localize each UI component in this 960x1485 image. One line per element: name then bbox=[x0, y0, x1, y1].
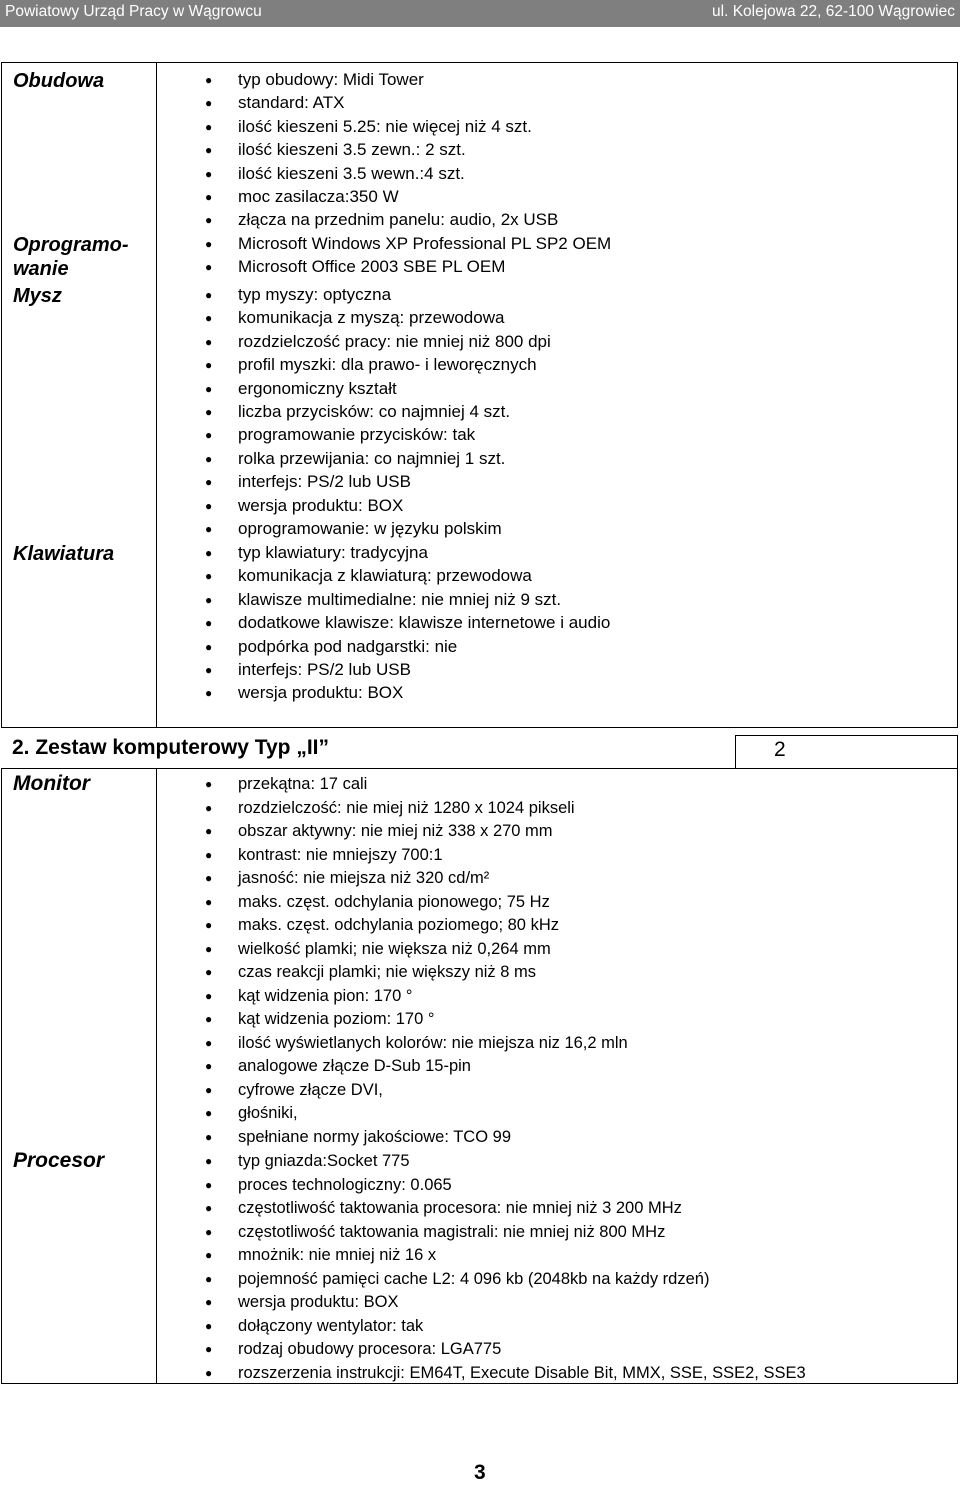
item-text: kąt widzenia pion: 170 ° bbox=[238, 986, 413, 1005]
page-header bbox=[0, 0, 960, 27]
category-klawiatura: Klawiatura bbox=[13, 543, 115, 565]
category-oprogramowanie-line1: Oprogramo- bbox=[13, 234, 129, 256]
item-text: maks. częst. odchylania poziomego; 80 kHz bbox=[238, 916, 559, 934]
bullet-icon: ● bbox=[205, 96, 213, 111]
bullet-icon: ● bbox=[205, 777, 213, 791]
bullet-icon: ● bbox=[205, 498, 213, 513]
bullet-icon: ● bbox=[205, 1082, 213, 1097]
bullet-icon: ● bbox=[205, 1012, 213, 1026]
item-text: spełniane normy jakościowe: TCO 99 bbox=[238, 1127, 511, 1146]
item-text: interfejs: PS/2 lub USB bbox=[238, 659, 411, 679]
category-procesor: Procesor bbox=[13, 1149, 105, 1172]
bullet-icon: ● bbox=[205, 1154, 213, 1168]
bullet-icon: ● bbox=[205, 686, 213, 701]
item-text: głośniki, bbox=[238, 1104, 298, 1122]
bullet-icon: ● bbox=[205, 1106, 213, 1120]
bullet-icon: ● bbox=[205, 1059, 213, 1073]
item-text: wersja produktu: BOX bbox=[238, 495, 404, 515]
bullet-icon: ● bbox=[205, 1342, 213, 1356]
bullet-icon: ● bbox=[205, 546, 213, 560]
bullet-icon: ● bbox=[205, 1271, 213, 1286]
item-text: rodzaj obudowy procesora: LGA775 bbox=[238, 1340, 502, 1358]
header-address: ul. Kolejowa 22, 62-100 Wągrowiec bbox=[712, 3, 955, 20]
item-text: jasność: nie miejsza niż 320 cd/m² bbox=[238, 869, 490, 887]
item-text: rozszerzenia instrukcji: EM64T, Execute Disable Bit, MMX, SSE, SSE2, SSE3 bbox=[238, 1363, 806, 1382]
item-text: rolka przewijania: co najmniej 1 szt. bbox=[238, 448, 506, 468]
bullet-icon: ● bbox=[205, 1318, 213, 1333]
bullet-icon: ● bbox=[205, 1177, 213, 1192]
item-text: komunikacja z myszą: przewodowa bbox=[238, 308, 505, 328]
page-number: 3 bbox=[474, 1461, 486, 1484]
item-text: dodatkowe klawisze: klawisze internetowe i audio bbox=[238, 613, 611, 633]
bullet-icon: ● bbox=[205, 965, 213, 979]
item-text: ilość wyświetlanych kolorów: nie miejsza niz 16,2 mln bbox=[238, 1033, 628, 1052]
category-oprogramowanie-line2: wanie bbox=[13, 258, 69, 280]
bullet-icon: ● bbox=[205, 1224, 213, 1239]
bullet-icon: ● bbox=[205, 1365, 213, 1380]
bullet-icon: ● bbox=[205, 73, 213, 87]
bullet-icon: ● bbox=[205, 569, 213, 584]
item-text: rozdzielczość: nie miej niż 1280 x 1024 pikseli bbox=[238, 798, 575, 817]
item-text: proces technologiczny: 0.065 bbox=[238, 1175, 452, 1194]
spec-table-2 bbox=[1, 768, 958, 1384]
column-divider bbox=[156, 769, 157, 1383]
item-text: interfejs: PS/2 lub USB bbox=[238, 472, 411, 492]
spec-table-1 bbox=[1, 62, 958, 728]
item-text: dołączony wentylator: tak bbox=[238, 1316, 424, 1335]
item-text: typ obudowy: Midi Tower bbox=[238, 70, 424, 89]
bullet-icon: ● bbox=[205, 662, 213, 677]
bullet-icon: ● bbox=[205, 119, 213, 134]
column-divider bbox=[156, 63, 157, 727]
bullet-icon: ● bbox=[205, 988, 213, 1003]
item-text: komunikacja z klawiaturą: przewodowa bbox=[238, 566, 532, 586]
header-office-name: Powiatowy Urząd Pracy w Wągrowcu bbox=[5, 3, 262, 20]
bullet-icon: ● bbox=[205, 1248, 213, 1262]
item-text: podpórka pod nadgarstki: nie bbox=[238, 636, 458, 656]
bullet-icon: ● bbox=[205, 1129, 213, 1144]
item-text: złącza na przednim panelu: audio, 2x USB bbox=[238, 210, 559, 230]
item-text: profil myszki: dla prawo- i leworęcznych bbox=[238, 355, 537, 375]
bullet-icon: ● bbox=[205, 871, 213, 885]
item-text: częstotliwość taktowania procesora: nie mniej niż 3 200 MHz bbox=[238, 1199, 682, 1217]
item-text: ilość kieszeni 5.25: nie więcej niż 4 szt. bbox=[238, 116, 532, 136]
item-text: wersja produktu: BOX bbox=[238, 683, 404, 703]
item-text: programowanie przycisków: tak bbox=[238, 425, 476, 445]
item-text: Microsoft Office 2003 SBE PL OEM bbox=[238, 257, 506, 277]
bullet-icon: ● bbox=[205, 1295, 213, 1309]
bullet-icon: ● bbox=[205, 451, 213, 466]
bullet-icon: ● bbox=[205, 592, 213, 607]
item-text: kąt widzenia poziom: 170 ° bbox=[238, 1010, 435, 1028]
bullet-icon: ● bbox=[205, 1201, 213, 1215]
item-text: wersja produktu: BOX bbox=[238, 1293, 399, 1311]
bullet-icon: ● bbox=[205, 894, 213, 909]
bullet-icon: ● bbox=[205, 166, 213, 181]
bullet-icon: ● bbox=[205, 428, 213, 443]
bullet-icon: ● bbox=[205, 404, 213, 419]
bullet-icon: ● bbox=[205, 616, 213, 631]
item-text: przekątna: 17 cali bbox=[238, 775, 368, 793]
bullet-icon: ● bbox=[205, 475, 213, 490]
item-text: Microsoft Windows XP Professional PL SP2 OEM bbox=[238, 234, 612, 253]
item-text: oprogramowanie: w języku polskim bbox=[238, 518, 502, 538]
item-text: ilość kieszeni 3.5 wewn.:4 szt. bbox=[238, 163, 465, 183]
bullet-icon: ● bbox=[205, 189, 213, 204]
bullet-icon: ● bbox=[205, 334, 213, 349]
bullet-icon: ● bbox=[205, 1035, 213, 1050]
item-text: ergonomiczny kształt bbox=[238, 378, 397, 398]
quantity-value: 2 bbox=[774, 738, 786, 761]
item-text: czas reakcji plamki; nie większy niż 8 ms bbox=[238, 963, 536, 981]
bullet-icon: ● bbox=[205, 311, 213, 326]
bullet-icon: ● bbox=[205, 381, 213, 396]
bullet-icon: ● bbox=[205, 260, 213, 275]
item-text: typ klawiatury: tradycyjna bbox=[238, 543, 428, 562]
item-text: standard: ATX bbox=[238, 93, 345, 113]
category-obudowa: Obudowa bbox=[13, 70, 105, 92]
item-text: cyfrowe złącze DVI, bbox=[238, 1080, 383, 1099]
item-text: analogowe złącze D-Sub 15-pin bbox=[238, 1057, 471, 1075]
bullet-icon: ● bbox=[205, 288, 213, 302]
item-text: maks. częst. odchylania pionowego; 75 Hz bbox=[238, 892, 550, 911]
item-text: obszar aktywny: nie miej niż 338 x 270 mm bbox=[238, 822, 553, 840]
item-text: liczba przycisków: co najmniej 4 szt. bbox=[238, 401, 511, 421]
bullet-icon: ● bbox=[205, 639, 213, 654]
item-text: typ myszy: optyczna bbox=[238, 285, 392, 304]
item-text: ilość kieszeni 3.5 zewn.: 2 szt. bbox=[238, 140, 466, 160]
category-monitor: Monitor bbox=[13, 772, 90, 795]
bullet-icon: ● bbox=[205, 941, 213, 956]
bullet-icon: ● bbox=[205, 800, 213, 815]
bullet-icon: ● bbox=[205, 918, 213, 932]
section-title: 2. Zestaw komputerowy Typ „II” bbox=[12, 736, 330, 759]
item-text: klawisze multimedialne: nie mniej niż 9 szt. bbox=[238, 589, 562, 609]
bullet-icon: ● bbox=[205, 358, 213, 373]
item-text: mnożnik: nie mniej niż 16 x bbox=[238, 1246, 437, 1264]
bullet-icon: ● bbox=[205, 237, 213, 251]
item-text: typ gniazda:Socket 775 bbox=[238, 1152, 410, 1170]
item-text: częstotliwość taktowania magistrali: nie mniej niż 800 MHz bbox=[238, 1222, 666, 1241]
bullet-icon: ● bbox=[205, 824, 213, 838]
category-mysz: Mysz bbox=[13, 285, 62, 307]
item-text: kontrast: nie mniejszy 700:1 bbox=[238, 845, 443, 864]
item-text: rozdzielczość pracy: nie mniej niż 800 dpi bbox=[238, 331, 551, 351]
bullet-icon: ● bbox=[205, 521, 213, 536]
bullet-icon: ● bbox=[205, 213, 213, 228]
item-text: moc zasilacza:350 W bbox=[238, 186, 399, 206]
bullet-icon: ● bbox=[205, 143, 213, 158]
bullet-icon: ● bbox=[205, 847, 213, 862]
item-text: pojemność pamięci cache L2: 4 096 kb (2048kb na każdy rdzeń) bbox=[238, 1269, 710, 1288]
item-text: wielkość plamki; nie większa niż 0,264 mm bbox=[238, 939, 551, 958]
quantity-box bbox=[735, 735, 958, 768]
